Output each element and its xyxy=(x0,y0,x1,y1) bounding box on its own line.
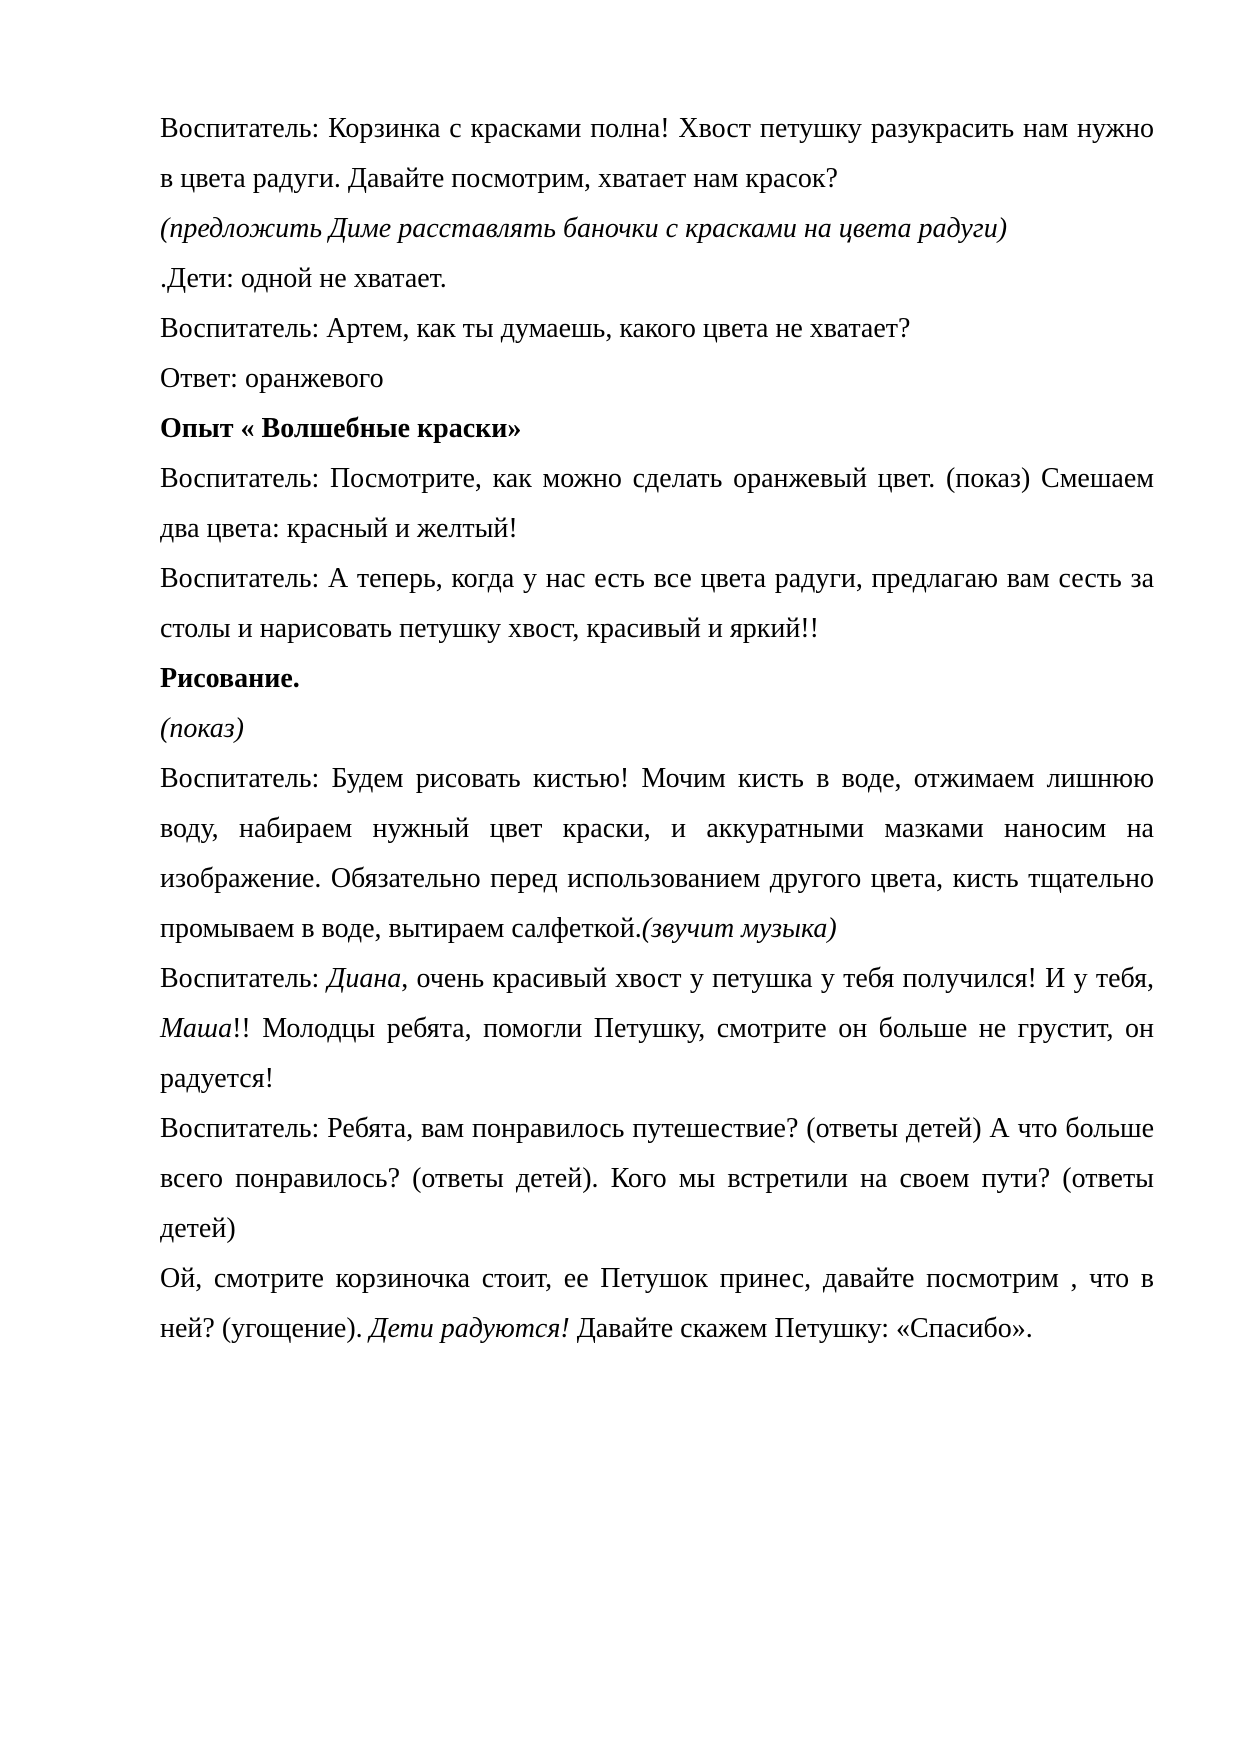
text-run: (предложить Диме расставлять баночки с красками на цвета радуги) xyxy=(160,213,1008,244)
text-run: .Дети: одной не хватает. xyxy=(160,263,447,294)
text-run: Маша xyxy=(160,1013,233,1044)
paragraph xyxy=(160,704,1154,754)
paragraph xyxy=(160,304,1154,354)
paragraph xyxy=(160,754,1154,954)
text-run: !! Молодцы ребята, помогли Петушку, смотрите он больше не грустит, он радуется! xyxy=(160,1013,1154,1094)
text-run: Воспитатель: Артем, как ты думаешь, какого цвета не хватает? xyxy=(160,313,911,344)
document-text xyxy=(160,104,1154,1354)
paragraph xyxy=(160,654,1154,704)
text-run: Дети радуются! xyxy=(369,1313,570,1344)
paragraph xyxy=(160,1254,1154,1354)
text-run: (показ) xyxy=(160,713,244,744)
text-run: Давайте скажем Петушку: «Спасибо». xyxy=(569,1313,1033,1344)
paragraph xyxy=(160,254,1154,304)
text-run: Диана xyxy=(327,963,402,994)
paragraph xyxy=(160,554,1154,654)
text-run: Рисование. xyxy=(160,663,300,694)
paragraph xyxy=(160,454,1154,554)
text-run: , очень красивый хвост у петушка у тебя получился! И у тебя, xyxy=(401,963,1154,994)
paragraph xyxy=(160,104,1154,204)
paragraph xyxy=(160,204,1154,254)
text-run: Воспитатель: Будем рисовать кистью! Мочим кисть в воде, отжимаем лишнюю воду, набираем нужный цвет краски, и аккуратными мазками наносим на изображение. Обязательно перед использованием другого цвета, кисть тщательно промываем в воде, вытираем салфеткой. xyxy=(160,763,1154,944)
text-run: Ответ: оранжевого xyxy=(160,363,384,394)
text-run: Воспитатель: Корзинка с красками полна! Хвост петушку разукрасить нам нужно в цвета радуги. Давайте посмотрим, хватает нам красок? xyxy=(160,113,1154,194)
text-run: Ой, смотрите корзиночка стоит, ее Петушок принес, давайте посмотрим , что в ней? (угощение). xyxy=(160,1263,1154,1344)
text-run: Воспитатель: xyxy=(160,963,328,994)
paragraph xyxy=(160,404,1154,454)
text-run: Воспитатель: Ребята, вам понравилось путешествие? (ответы детей) А что больше всего понравилось? (ответы детей). Кого мы встретили на своем пути? (ответы детей) xyxy=(160,1113,1154,1244)
paragraph xyxy=(160,954,1154,1104)
text-run: Воспитатель: Посмотрите, как можно сделать оранжевый цвет. (показ) Смешаем два цвета: красный и желтый! xyxy=(160,463,1154,544)
text-run: (звучит музыка) xyxy=(641,913,837,944)
text-run: Воспитатель: А теперь, когда у нас есть все цвета радуги, предлагаю вам сесть за столы и нарисовать петушку хвост, красивый и яркий!! xyxy=(160,563,1154,644)
text-run: Опыт « Волшебные краски» xyxy=(160,413,522,444)
paragraph xyxy=(160,1104,1154,1254)
paragraph xyxy=(160,354,1154,404)
